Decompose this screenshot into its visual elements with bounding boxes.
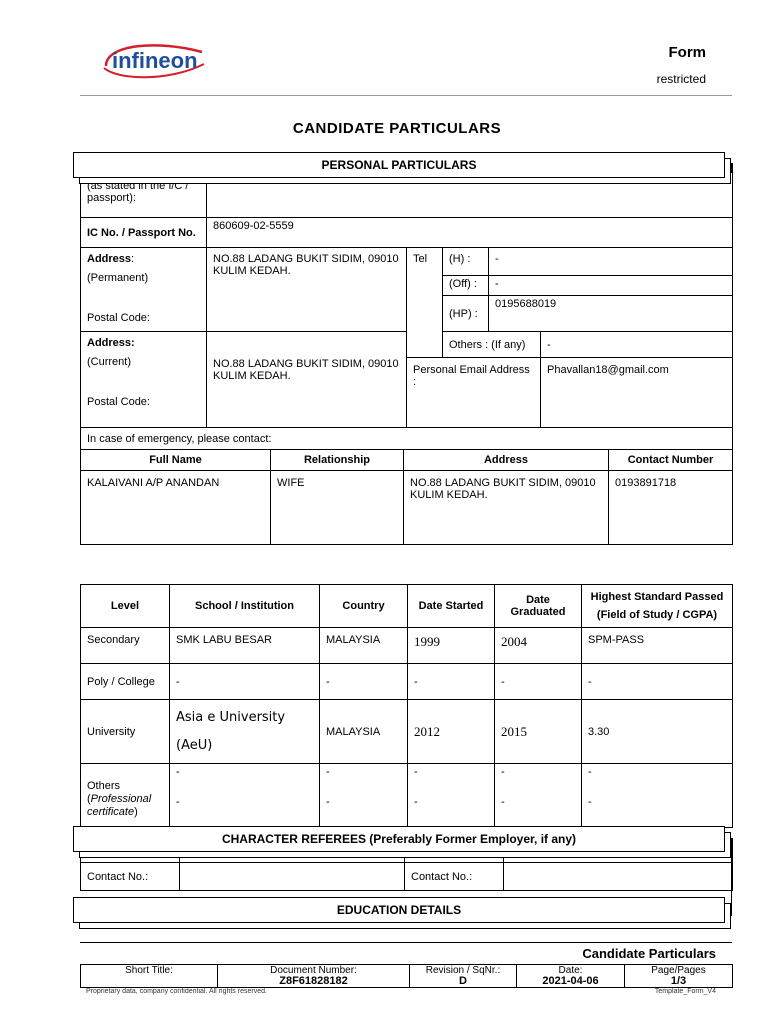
emergency-header-relationship: Relationship xyxy=(271,450,404,471)
current-address-value: NO.88 LADANG BUKIT SIDIM, 09010 KULIM KEDAH. xyxy=(207,332,407,428)
address-label: Address xyxy=(87,253,132,265)
tel-label: Tel xyxy=(407,248,443,358)
edu-poly-result: - xyxy=(582,664,733,700)
emergency-header-address: Address xyxy=(404,450,609,471)
permanent-label: (Permanent) xyxy=(87,272,149,284)
edu-others-level: Others (Professional certificate) xyxy=(81,764,170,828)
emergency-header-name: Full Name xyxy=(81,450,271,471)
edu-secondary-result: SPM-PASS xyxy=(582,628,733,664)
personal-table xyxy=(80,163,733,450)
personal-banner: PERSONAL PARTICULARS xyxy=(73,152,725,178)
footer-table xyxy=(80,964,733,988)
edu-others-country: - - xyxy=(320,764,408,828)
referee-shadow-edge xyxy=(726,838,732,916)
hp-label: (HP) : xyxy=(443,296,489,332)
referee-contact-value-2 xyxy=(504,863,733,891)
referee-contact-value-1 xyxy=(180,863,405,891)
footer-title: Candidate Particulars xyxy=(582,946,716,961)
edu-others-school: - - xyxy=(170,764,320,828)
edu-others-started: - - xyxy=(408,764,495,828)
edu-university-result: 3.30 xyxy=(582,700,733,764)
edu-secondary-graduated: 2004 xyxy=(495,628,582,664)
form-label: Form xyxy=(668,44,706,61)
classification-label: restricted xyxy=(656,72,706,86)
emergency-name: KALAIVANI A/P ANANDAN xyxy=(81,471,271,545)
short-title-cell: Short Title: xyxy=(81,965,218,988)
referee-contact-label-1: Contact No.: xyxy=(81,863,180,891)
referees-banner: CHARACTER REFEREES (Preferably Former Employer, if any) xyxy=(73,826,725,852)
emergency-relationship: WIFE xyxy=(271,471,404,545)
infineon-logo xyxy=(98,38,208,82)
edu-header-highest: Highest Standard Passed (Field of Study / CGPA) xyxy=(582,585,733,628)
page-title: CANDIDATE PARTICULARS xyxy=(292,120,502,137)
header-divider xyxy=(80,95,732,96)
edu-university-level: University xyxy=(81,700,170,764)
current-postal-label: Postal Code: xyxy=(87,396,150,408)
education-banner: EDUCATION DETAILS xyxy=(73,897,725,923)
address-colon: : xyxy=(131,253,135,265)
edu-header-started: Date Started xyxy=(408,585,495,628)
doc-number-cell: Document Number: Z8F61828182 xyxy=(218,965,410,988)
office-value: - xyxy=(489,276,733,296)
others-value: - xyxy=(541,332,733,358)
emergency-address: NO.88 LADANG BUKIT SIDIM, 09010 KULIM KEDAH. xyxy=(404,471,609,545)
edu-secondary-started: 1999 xyxy=(408,628,495,664)
education-table xyxy=(80,584,733,828)
home-label: (H) : xyxy=(443,248,489,276)
edu-header-level: Level xyxy=(81,585,170,628)
edu-secondary-country: MALAYSIA xyxy=(320,628,408,664)
pages-cell: Page/Pages 1/3 xyxy=(625,965,733,988)
edu-header-school: School / Institution xyxy=(170,585,320,628)
logo-text: infineon xyxy=(112,48,198,73)
home-value: - xyxy=(489,248,733,276)
email-label: Personal Email Address : xyxy=(407,358,541,428)
banner-shadow-edge xyxy=(726,163,732,173)
edu-poly-started: - xyxy=(408,664,495,700)
edu-secondary-school: SMK LABU BESAR xyxy=(170,628,320,664)
hp-value: 0195688019 xyxy=(489,296,733,332)
edu-university-school: Asia e University (AeU) xyxy=(170,700,320,764)
full-name-sublabel: (as stated in the I/C / passport): xyxy=(87,180,189,204)
edu-poly-country: - xyxy=(320,664,408,700)
referee-contact-label-2: Contact No.: xyxy=(405,863,504,891)
emergency-intro: In case of emergency, please contact: xyxy=(81,428,733,450)
emergency-table xyxy=(80,449,733,545)
current-address-label-cell xyxy=(81,332,207,428)
edu-poly-level: Poly / College xyxy=(81,664,170,700)
ic-value: 860609-02-5559 xyxy=(207,218,733,248)
date-cell: Date: 2021-04-06 xyxy=(517,965,625,988)
permanent-address-value: NO.88 LADANG BUKIT SIDIM, 09010 KULIM KEDAH. xyxy=(207,248,407,332)
edu-header-graduated: Date Graduated xyxy=(495,585,582,628)
edu-poly-graduated: - xyxy=(495,664,582,700)
email-value: Phavallan18@gmail.com xyxy=(541,358,733,428)
personal-section xyxy=(80,163,732,541)
footer-divider xyxy=(80,942,732,943)
edu-header-country: Country xyxy=(320,585,408,628)
permanent-address-label-cell xyxy=(81,248,207,332)
edu-university-country: MALAYSIA xyxy=(320,700,408,764)
edu-poly-school: - xyxy=(170,664,320,700)
emergency-header-contact: Contact Number xyxy=(609,450,733,471)
edu-others-graduated: - - xyxy=(495,764,582,828)
template-label: Template_Form_V4 xyxy=(654,988,716,995)
others-label: Others : (If any) xyxy=(443,332,541,358)
current-label: (Current) xyxy=(87,356,132,368)
permanent-postal-label: Postal Code: xyxy=(87,312,150,324)
office-label: (Off) : xyxy=(443,276,489,296)
edu-university-graduated: 2015 xyxy=(495,700,582,764)
edu-secondary-level: Secondary xyxy=(81,628,170,664)
proprietary-note: Proprietary data, company confidential. All rights reserved. xyxy=(86,988,267,995)
edu-university-started: 2012 xyxy=(408,700,495,764)
ic-label: IC No. / Passport No. xyxy=(81,218,207,248)
current-address-label: Address: xyxy=(87,337,135,349)
revision-cell: Revision / SqNr.: D xyxy=(410,965,517,988)
emergency-contact: 0193891718 xyxy=(609,471,733,545)
edu-others-result: - - xyxy=(582,764,733,828)
